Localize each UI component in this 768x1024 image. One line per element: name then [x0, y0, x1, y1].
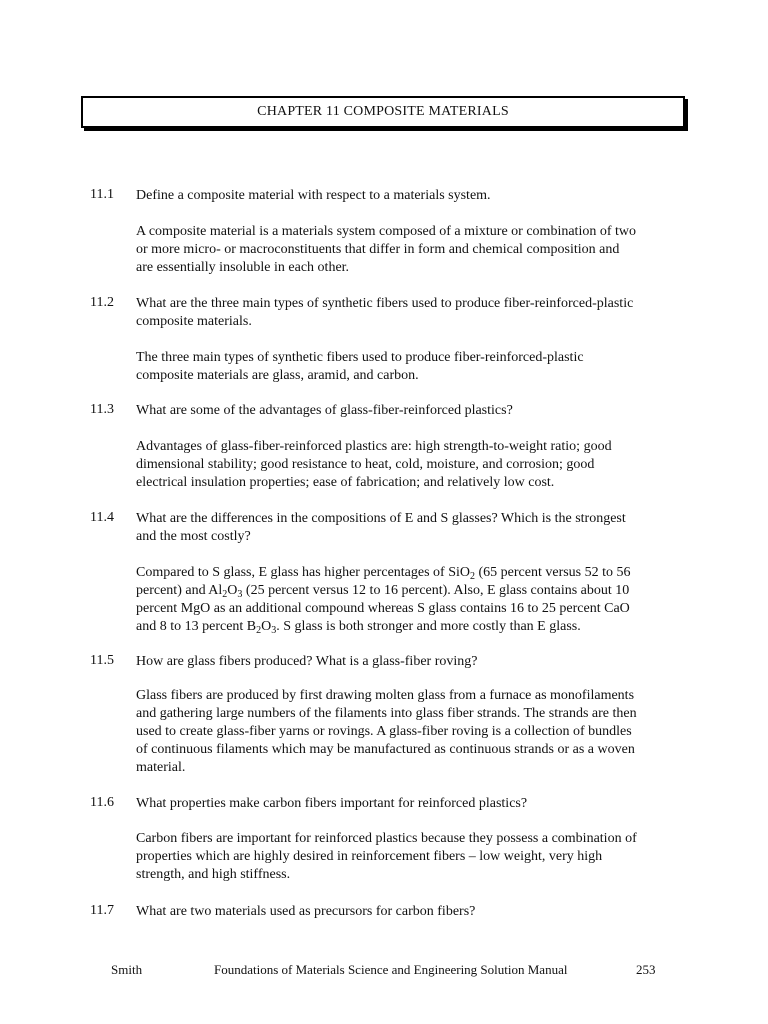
answer-line: composite materials are glass, aramid, and carbon.	[136, 368, 419, 383]
question-11-3	[136, 402, 681, 420]
answer-line: The three main types of synthetic fibers used to produce fiber-reinforced-plastic	[136, 350, 584, 365]
answer-line: material.	[136, 760, 186, 775]
question-line: How are glass fibers produced? What is a glass-fiber roving?	[136, 654, 478, 669]
subscript: 2	[256, 625, 262, 636]
question-11-6	[136, 795, 681, 813]
question-number-11-1: 11.1	[90, 187, 114, 202]
answer-line: used to create glass-fiber yarns or rovings. A glass-fiber roving is a collection of bundles	[136, 724, 632, 739]
answer-line: are essentially insoluble in each other.	[136, 260, 350, 275]
question-line: What are some of the advantages of glass-fiber-reinforced plastics?	[136, 403, 513, 418]
answer-line	[136, 582, 681, 600]
question-number-11-6: 11.6	[90, 795, 114, 810]
answer-line: of continuous filaments which may be manufactured as continuous strands or as a woven	[136, 742, 635, 757]
answer-line: Advantages of glass-fiber-reinforced plastics are: high strength-to-weight ratio; good	[136, 439, 612, 454]
question-line: What properties make carbon fibers important for reinforced plastics?	[136, 796, 528, 811]
chapter-title: CHAPTER 11 COMPOSITE MATERIALS	[257, 104, 509, 119]
question-number-11-3: 11.3	[90, 402, 114, 417]
chapter-title-box	[81, 96, 685, 128]
answer-line: or more micro- or macroconstituents that differ in form and chemical composition and	[136, 242, 620, 257]
answer-11-6	[136, 830, 681, 884]
answer-text: O	[261, 619, 272, 634]
answer-text: . S glass is both stronger and more costly than E glass.	[276, 619, 581, 634]
question-number-11-2: 11.2	[90, 295, 114, 310]
answer-11-2	[136, 349, 681, 385]
answer-text: Compared to S glass, E glass has higher percentages of SiO	[136, 565, 470, 580]
question-line: What are the three main types of synthetic fibers used to produce fiber-reinforced-plastic	[136, 296, 634, 311]
question-line: What are two materials used as precursors for carbon fibers?	[136, 904, 476, 919]
question-line: What are the differences in the compositions of E and S glasses? Which is the strongest	[136, 511, 626, 526]
question-11-2	[136, 295, 681, 331]
answer-text: (65 percent versus 52 to 56	[475, 565, 631, 580]
answer-text: percent) and Al	[136, 583, 223, 598]
answer-11-3	[136, 438, 681, 492]
answer-line: electrical insulation properties; ease of fabrication; and relatively low cost.	[136, 475, 555, 490]
footer-page-number: 253	[636, 962, 656, 977]
answer-text: and 8 to 13 percent B	[136, 619, 257, 634]
subscript: 3	[271, 625, 277, 636]
question-number-11-4: 11.4	[90, 510, 114, 525]
subscript: 2	[470, 571, 475, 582]
answer-text: O	[227, 583, 238, 598]
answer-line	[136, 618, 681, 636]
answer-11-4	[136, 564, 681, 636]
answer-line	[136, 564, 681, 582]
answer-11-1	[136, 223, 681, 277]
answer-line: percent MgO as an additional compound whereas S glass contains 16 to 25 percent CaO	[136, 601, 630, 616]
answer-line: A composite material is a materials system composed of a mixture or combination of two	[136, 224, 636, 239]
answer-11-5	[136, 687, 681, 777]
question-11-7	[136, 903, 681, 921]
question-11-5	[136, 653, 681, 671]
question-number-11-5: 11.5	[90, 653, 114, 668]
footer-author: Smith	[111, 962, 143, 977]
answer-line: and gathering large numbers of the filaments into glass fiber strands. The strands are then	[136, 706, 637, 721]
answer-text: (25 percent versus 12 to 16 percent). Also, E glass contains about 10	[242, 583, 630, 598]
subscript: 2	[222, 589, 228, 600]
question-line: Define a composite material with respect to a materials system.	[136, 188, 491, 203]
answer-line: Carbon fibers are important for reinforced plastics because they possess a combination of	[136, 831, 637, 846]
question-line: and the most costly?	[136, 529, 251, 544]
question-line: composite materials.	[136, 314, 252, 329]
subscript: 3	[237, 589, 243, 600]
footer-title: Foundations of Materials Science and Engineering Solution Manual	[214, 962, 568, 977]
answer-line: Glass fibers are produced by first drawing molten glass from a furnace as monofilaments	[136, 688, 635, 703]
question-number-11-7: 11.7	[90, 903, 114, 918]
question-11-4	[136, 510, 681, 546]
answer-line: dimensional stability; good resistance to heat, cold, moisture, and corrosion; good	[136, 457, 595, 472]
answer-line: properties which are highly desired in reinforcement fibers – low weight, very high	[136, 849, 603, 864]
answer-line: strength, and high stiffness.	[136, 867, 291, 882]
question-11-1	[136, 187, 681, 205]
